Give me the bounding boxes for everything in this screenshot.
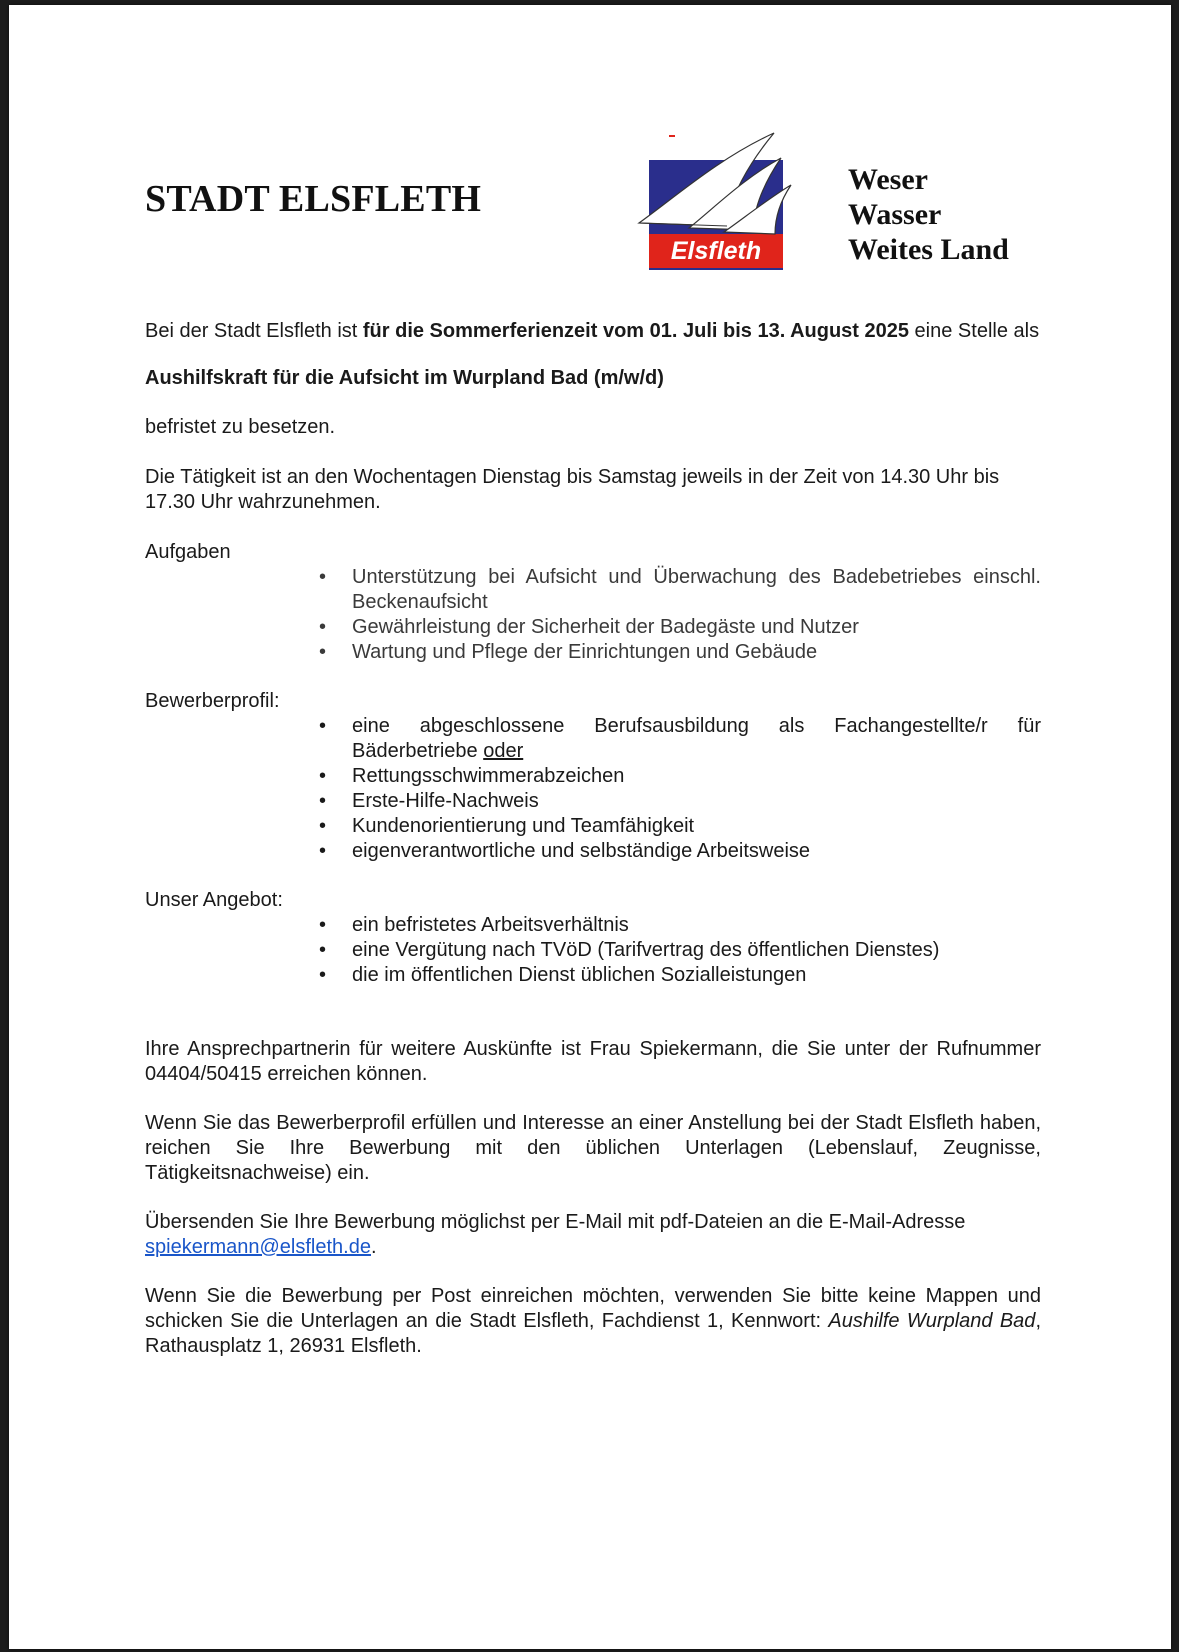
list-item: • eigenverantwortliche und selbständige Arbeitsweise bbox=[352, 839, 1041, 864]
slogan-line: Weser bbox=[848, 163, 928, 196]
email-link[interactable]: spiekermann@elsfleth.de bbox=[145, 1236, 371, 1258]
list-item: • eine Vergütung nach TVöD (Tarifvertrag des öffentlichen Dienstes) bbox=[352, 938, 1041, 963]
application-paragraph: Wenn Sie das Bewerberprofil erfüllen und Interesse an einer Anstellung bei der Stadt Elsfleth haben, reichen Sie Ihre Bewerbung mit den üblichen Unterlagen (Lebenslauf, Zeugnisse, Tätigkeitsnachweise) ein. bbox=[145, 1112, 1041, 1184]
slogan-line: Weites Land bbox=[848, 233, 1009, 266]
aufgaben-heading: Aufgaben bbox=[145, 541, 231, 563]
list-item: • die im öffentlichen Dienst üblichen Sozialleistungen bbox=[352, 963, 1041, 988]
profil-heading: Bewerberprofil: bbox=[145, 690, 280, 712]
contact-paragraph: Ihre Ansprechpartnerin für weitere Auskünfte ist Frau Spiekermann, die Sie unter der Rufnummer 04404/50415 erreichen können. bbox=[145, 1038, 1041, 1085]
page-title: STADT ELSFLETH bbox=[145, 178, 482, 220]
document-body bbox=[145, 319, 1041, 1359]
position-title: Aushilfskraft für die Aufsicht im Wurpland Bad (m/w/d) bbox=[145, 367, 664, 389]
email-paragraph: Übersenden Sie Ihre Bewerbung möglichst per E-Mail mit pdf-Dateien an die E-Mail-Adresse spiekermann@elsfleth.de. bbox=[145, 1211, 966, 1258]
list-item: • eine abgeschlossene Berufsausbildung als Fachangestellte/r für Bäderbetriebe oder bbox=[352, 714, 1041, 764]
list-item: • Erste-Hilfe-Nachweis bbox=[352, 789, 1041, 814]
post-paragraph: Wenn Sie die Bewerbung per Post einreichen möchten, verwenden Sie bitte keine Mappen und schicken Sie die Unterlagen an die Stadt Elsfleth, Fachdienst 1, Kennwort: Aushilfe Wurpland Bad, Rathausplatz 1, 26931 Elsfleth. bbox=[145, 1285, 1041, 1357]
logo-text: Elsfleth bbox=[670, 237, 762, 265]
befristet-text: befristet zu besetzen. bbox=[145, 416, 336, 438]
intro-paragraph: Bei der Stadt Elsfleth ist für die Sommerferienzeit vom 01. Juli bis 13. August 2025 eine Stelle als bbox=[145, 320, 1040, 342]
list-item: • Kundenorientierung und Teamfähigkeit bbox=[352, 814, 1041, 839]
taetigkeit-paragraph: Die Tätigkeit ist an den Wochentagen Dienstag bis Samstag jeweils in der Zeit von 14.30 Uhr bis 17.30 Uhr wahrzunehmen. bbox=[145, 466, 1000, 513]
aufgaben-list bbox=[145, 565, 1041, 665]
angebot-list bbox=[145, 913, 1041, 988]
list-item: • Wartung und Pflege der Einrichtungen und Gebäude bbox=[352, 640, 1041, 665]
elsfleth-logo bbox=[629, 128, 799, 278]
list-item: • Gewährleistung der Sicherheit der Badegäste und Nutzer bbox=[352, 615, 1041, 640]
document-page bbox=[9, 5, 1171, 1649]
profil-list bbox=[145, 714, 1041, 864]
list-item: • ein befristetes Arbeitsverhältnis bbox=[352, 913, 1041, 938]
list-item: • Unterstützung bei Aufsicht und Überwachung des Badebetriebes einschl. Beckenaufsicht bbox=[352, 565, 1041, 615]
slogan-line: Wasser bbox=[848, 198, 942, 231]
list-item: • Rettungsschwimmerabzeichen bbox=[352, 764, 1041, 789]
slogan bbox=[848, 162, 1009, 267]
angebot-heading: Unser Angebot: bbox=[145, 889, 283, 911]
